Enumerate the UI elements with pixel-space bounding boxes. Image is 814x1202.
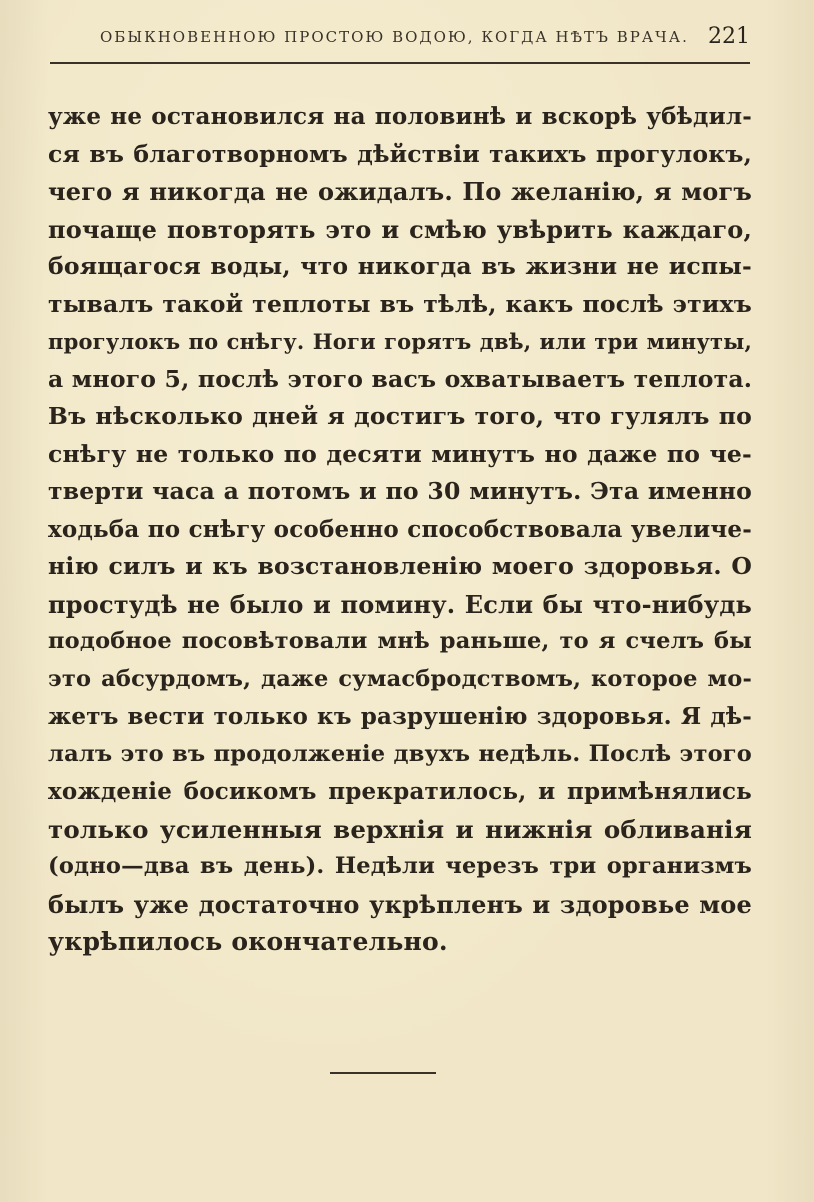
text-line: почаще повторять это и смѣю увѣрить каждаго, xyxy=(48,214,752,244)
text-line: Въ нѣсколько дней я достигъ того, что гулялъ по xyxy=(48,402,752,430)
text-line: чего я никогда не ожидалъ. По желанію, я могъ xyxy=(48,177,752,206)
text-line: подобное посовѣтовали мнѣ раньше, то я счелъ бы xyxy=(48,628,752,654)
text-line: прогулокъ по снѣгу. Ноги горятъ двѣ, или три минуты, xyxy=(48,329,752,354)
text-line: это абсурдомъ, даже сумасбродствомъ, которое мо- xyxy=(48,665,752,692)
text-line: хожденіе босикомъ прекратилось, и примѣнялись xyxy=(48,778,752,805)
text-line: жетъ вести только къ разрушенію здоровья. Я дѣ- xyxy=(48,703,752,730)
text-line: былъ уже достаточно укрѣпленъ и здоровье мое xyxy=(48,889,752,919)
text-line: а много 5, послѣ этого васъ охватываетъ теплота. xyxy=(48,364,753,393)
text-line: тверти часа а потомъ и по 30 минутъ. Эта именно xyxy=(48,477,752,505)
text-line: тывалъ такой теплоты въ тѣлѣ, какъ послѣ этихъ xyxy=(48,289,752,318)
section-end-rule xyxy=(330,1072,436,1074)
text-line: снѣгу не только по десяти минутъ но даже по че- xyxy=(48,439,752,468)
text-line: лалъ это въ продолженіе двухъ недѣль. Послѣ этого xyxy=(48,740,752,767)
header-rule xyxy=(50,62,750,64)
running-header: ОБЫКНОВЕННОЮ ПРОСТОЮ ВОДОЮ, КОГДА НѢТЪ ВРАЧА. xyxy=(100,28,689,46)
text-line: уже не остановился на половинѣ и вскорѣ убѣдил- xyxy=(48,103,752,130)
body-text xyxy=(48,98,752,961)
text-line-last: укрѣпилось окончательно. xyxy=(48,927,448,956)
text-line: только усиленныя верхнія и нижнія обливанія xyxy=(48,814,752,844)
page-number: 221 xyxy=(708,24,750,49)
text-line: простудѣ не было и помину. Если бы что-нибудь xyxy=(48,589,752,619)
text-line: ходьба по снѣгу особенно способствовала увеличе- xyxy=(48,515,752,543)
text-line: нію силъ и къ возстановленію моего здоровья. О xyxy=(48,552,752,580)
text-line: ся въ благотворномъ дѣйствіи такихъ прогулокъ, xyxy=(48,139,752,168)
text-line: (одно—два въ день). Недѣли черезъ три организмъ xyxy=(48,853,752,879)
text-line: боящагося воды, что никогда въ жизни не испы- xyxy=(48,252,752,280)
